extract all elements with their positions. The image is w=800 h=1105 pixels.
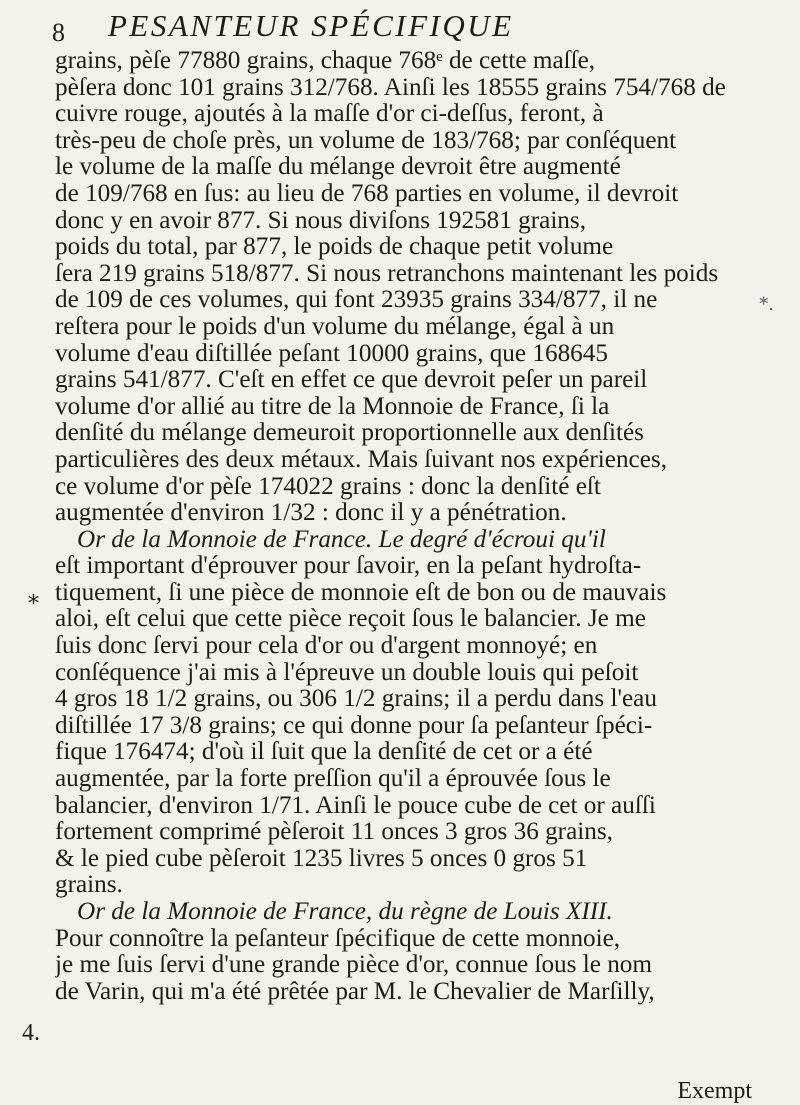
text-line: grains 541/877. C'eſt en effet ce que devroit peſer un pareil [55,367,648,394]
text-line: eſt important d'éprouver pour ſavoir, en la peſant hydroſta- [55,553,642,580]
catchword: Exempt [677,1078,752,1104]
page-header [52,8,752,48]
text-line: poids du total, par 877, le poids de chaque petit volume [55,234,614,261]
pencil-mark: *. [759,294,774,315]
text-line: reſtera pour le poids d'un volume du mélange, égal à un [55,313,615,340]
text-line: aloi, eſt celui que cette pièce reçoit ſous le balancier. Je me [55,606,646,633]
text-line: volume d'or allié au titre de la Monnoie de France, ſi la [55,393,610,420]
text-line: conſéquence j'ai mis à l'épreuve un double louis qui peſoit [55,659,639,686]
text-line: particulières des deux métaux. Mais ſuivant nos expériences, [55,446,668,473]
text-line: le volume de la maſſe du mélange devroit être augmenté [55,154,621,181]
text-line: tiquement, ſi une pièce de monnoie eſt de bon ou de mauvais [55,579,667,606]
text-line: de 109/768 en ſus: au lieu de 768 parties en volume, il devroit [55,180,679,207]
body-text [55,48,755,1005]
text-line: ſera 219 grains 518/877. Si nous retranchons maintenant les poids [55,260,719,287]
text-line: diſtillée 17 3/8 grains; ce qui donne pour ſa peſanteur ſpéci- [55,712,653,739]
margin-number-note: 4. [22,1020,40,1046]
text-line: ce volume d'or pèſe 174022 grains : donc la denſité eſt [55,473,601,500]
section-heading-line: Or de la Monnoie de France, du règne de Louis XIII. [77,899,613,925]
text-line: 4 gros 18 1/2 grains, ou 306 1/2 grains; il a perdu dans l'eau [55,686,657,713]
text-line: fortement comprimé pèſeroit 11 onces 3 gros 36 grains, [55,819,613,846]
text-line: volume d'eau diſtillée peſant 10000 grains, que 168645 [55,340,608,367]
text-line: cuivre rouge, ajoutés à la maſſe d'or ci-deſſus, feront, à [55,101,604,128]
text-line: augmentée, par la forte preſſion qu'il a éprouvée ſous le [55,766,611,793]
text-line: fique 176474; d'où il ſuit que la denſité de cet or a été [55,739,593,766]
text-line: pèſera donc 101 grains 312/768. Ainſi les 18555 grains 754/768 de [55,74,726,101]
text-line: ſuis donc ſervi pour cela d'or ou d'argent monnoyé; en [55,633,598,660]
text-line: & le pied cube pèſeroit 1235 livres 5 onces 0 gros 51 [55,845,588,872]
text-line: Pour connoître la peſanteur ſpécifique de cette monnoie, [55,925,621,952]
text-line: balancier, d'environ 1/71. Ainſi le pouce cube de cet or auſſi [55,792,656,819]
section-heading-line: Or de la Monnoie de France. Le degré d'écroui qu'il [77,526,606,553]
text-line: donc y en avoir 877. Si nous diviſons 192581 grains, [55,207,587,234]
page-number: 8 [52,18,65,47]
text-line: de 109 de ces volumes, qui font 23935 grains 334/877, il ne [55,287,658,314]
running-head: PESANTEUR SPÉCIFIQUE [108,8,514,43]
text-line: grains, pèſe 77880 grains, chaque 768ᵉ de cette maſſe, [55,48,596,74]
text-line: denſité du mélange demeuroit proportionnelle aux denſités [55,420,644,447]
margin-star-note: * [28,592,39,617]
text-line: augmentée d'environ 1/32 : donc il y a pénétration. [55,500,567,527]
text-line: grains. [55,872,123,899]
text-line: je me ſuis ſervi d'une grande pièce d'or, connue ſous le nom [55,952,652,979]
text-line: de Varin, qui m'a été prêtée par M. le Chevalier de Marſilly, [55,978,655,1005]
text-line: très-peu de choſe près, un volume de 183/768; par conſéquent [55,127,677,154]
